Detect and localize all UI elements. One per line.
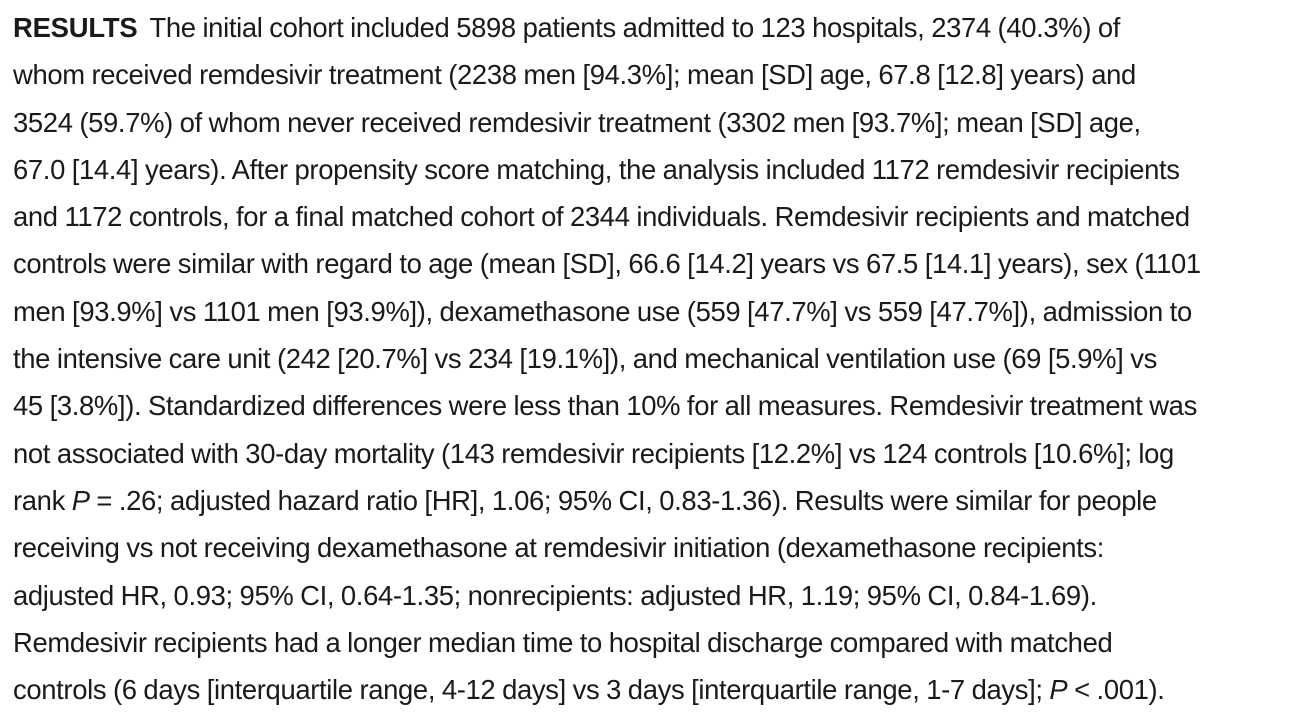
results-abstract-section	[13, 4, 1293, 713]
text-line-14	[13, 619, 1289, 666]
line-text: Remdesivir recipients had a longer median time to hospital discharge compared with matched	[13, 626, 1113, 658]
text-line-11	[13, 477, 1289, 524]
line-text: 3524 (59.7%) of whom never received remdesivir treatment (3302 men [93.7%]; mean [SD] age,	[13, 106, 1141, 138]
text-line-4	[13, 146, 1289, 193]
text-line-12	[13, 524, 1289, 571]
line-text: < .001).	[1067, 674, 1165, 706]
line-text: the intensive care unit (242 [20.7%] vs 234 [19.1%]), and mechanical ventilation use (69 [5.9%] vs	[13, 343, 1157, 375]
line-text: not associated with 30-day mortality (143 remdesivir recipients [12.2%] vs 124 controls [10.6%]; log	[13, 437, 1174, 469]
line-text: 45 [3.8%]). Standardized differences were less than 10% for all measures. Remdesivir treatment was	[13, 390, 1197, 422]
line-text: whom received remdesivir treatment (2238 men [94.3%]; mean [SD] age, 67.8 [12.8] years) and	[13, 59, 1136, 91]
line-text: 67.0 [14.4] years). After propensity score matching, the analysis included 1172 remdesivir recipients	[13, 153, 1180, 185]
text-line-10	[13, 430, 1289, 477]
line-text: = .26; adjusted hazard ratio [HR], 1.06; 95% CI, 0.83-1.36). Results were similar for people	[89, 484, 1157, 516]
p-value-symbol: P	[71, 484, 90, 516]
line-text: controls (6 days [interquartile range, 4-12 days] vs 3 days [interquartile range, 1-7 days];	[13, 674, 1050, 706]
text-line-2	[13, 51, 1289, 98]
line-text: controls were similar with regard to age (mean [SD], 66.6 [14.2] years vs 67.5 [14.1] years), sex (1101	[13, 248, 1201, 280]
text-line-9	[13, 382, 1289, 429]
text-line-5	[13, 193, 1289, 240]
text-line-7	[13, 288, 1289, 335]
p-value-symbol: P	[1049, 674, 1068, 706]
line-text: The initial cohort included 5898 patients admitted to 123 hospitals, 2374 (40.3%) of	[149, 12, 1121, 43]
text-line-13	[13, 572, 1289, 619]
text-line-15	[13, 666, 1289, 713]
line-text: rank	[13, 484, 72, 516]
text-line-1	[13, 4, 1289, 51]
text-line-6	[13, 240, 1289, 287]
text-line-3	[13, 99, 1289, 146]
line-text: receiving vs not receiving dexamethasone at remdesivir initiation (dexamethasone recipients:	[13, 532, 1105, 564]
line-text: men [93.9%] vs 1101 men [93.9%]), dexamethasone use (559 [47.7%] vs 559 [47.7%]), admission to	[13, 295, 1192, 327]
line-text: and 1172 controls, for a final matched cohort of 2344 individuals. Remdesivir recipients and matched	[13, 201, 1190, 233]
text-line-8	[13, 335, 1289, 382]
section-heading: RESULTS	[13, 12, 138, 43]
line-text: adjusted HR, 0.93; 95% CI, 0.64-1.35; nonrecipients: adjusted HR, 1.19; 95% CI, 0.84-1.69).	[13, 579, 1097, 611]
